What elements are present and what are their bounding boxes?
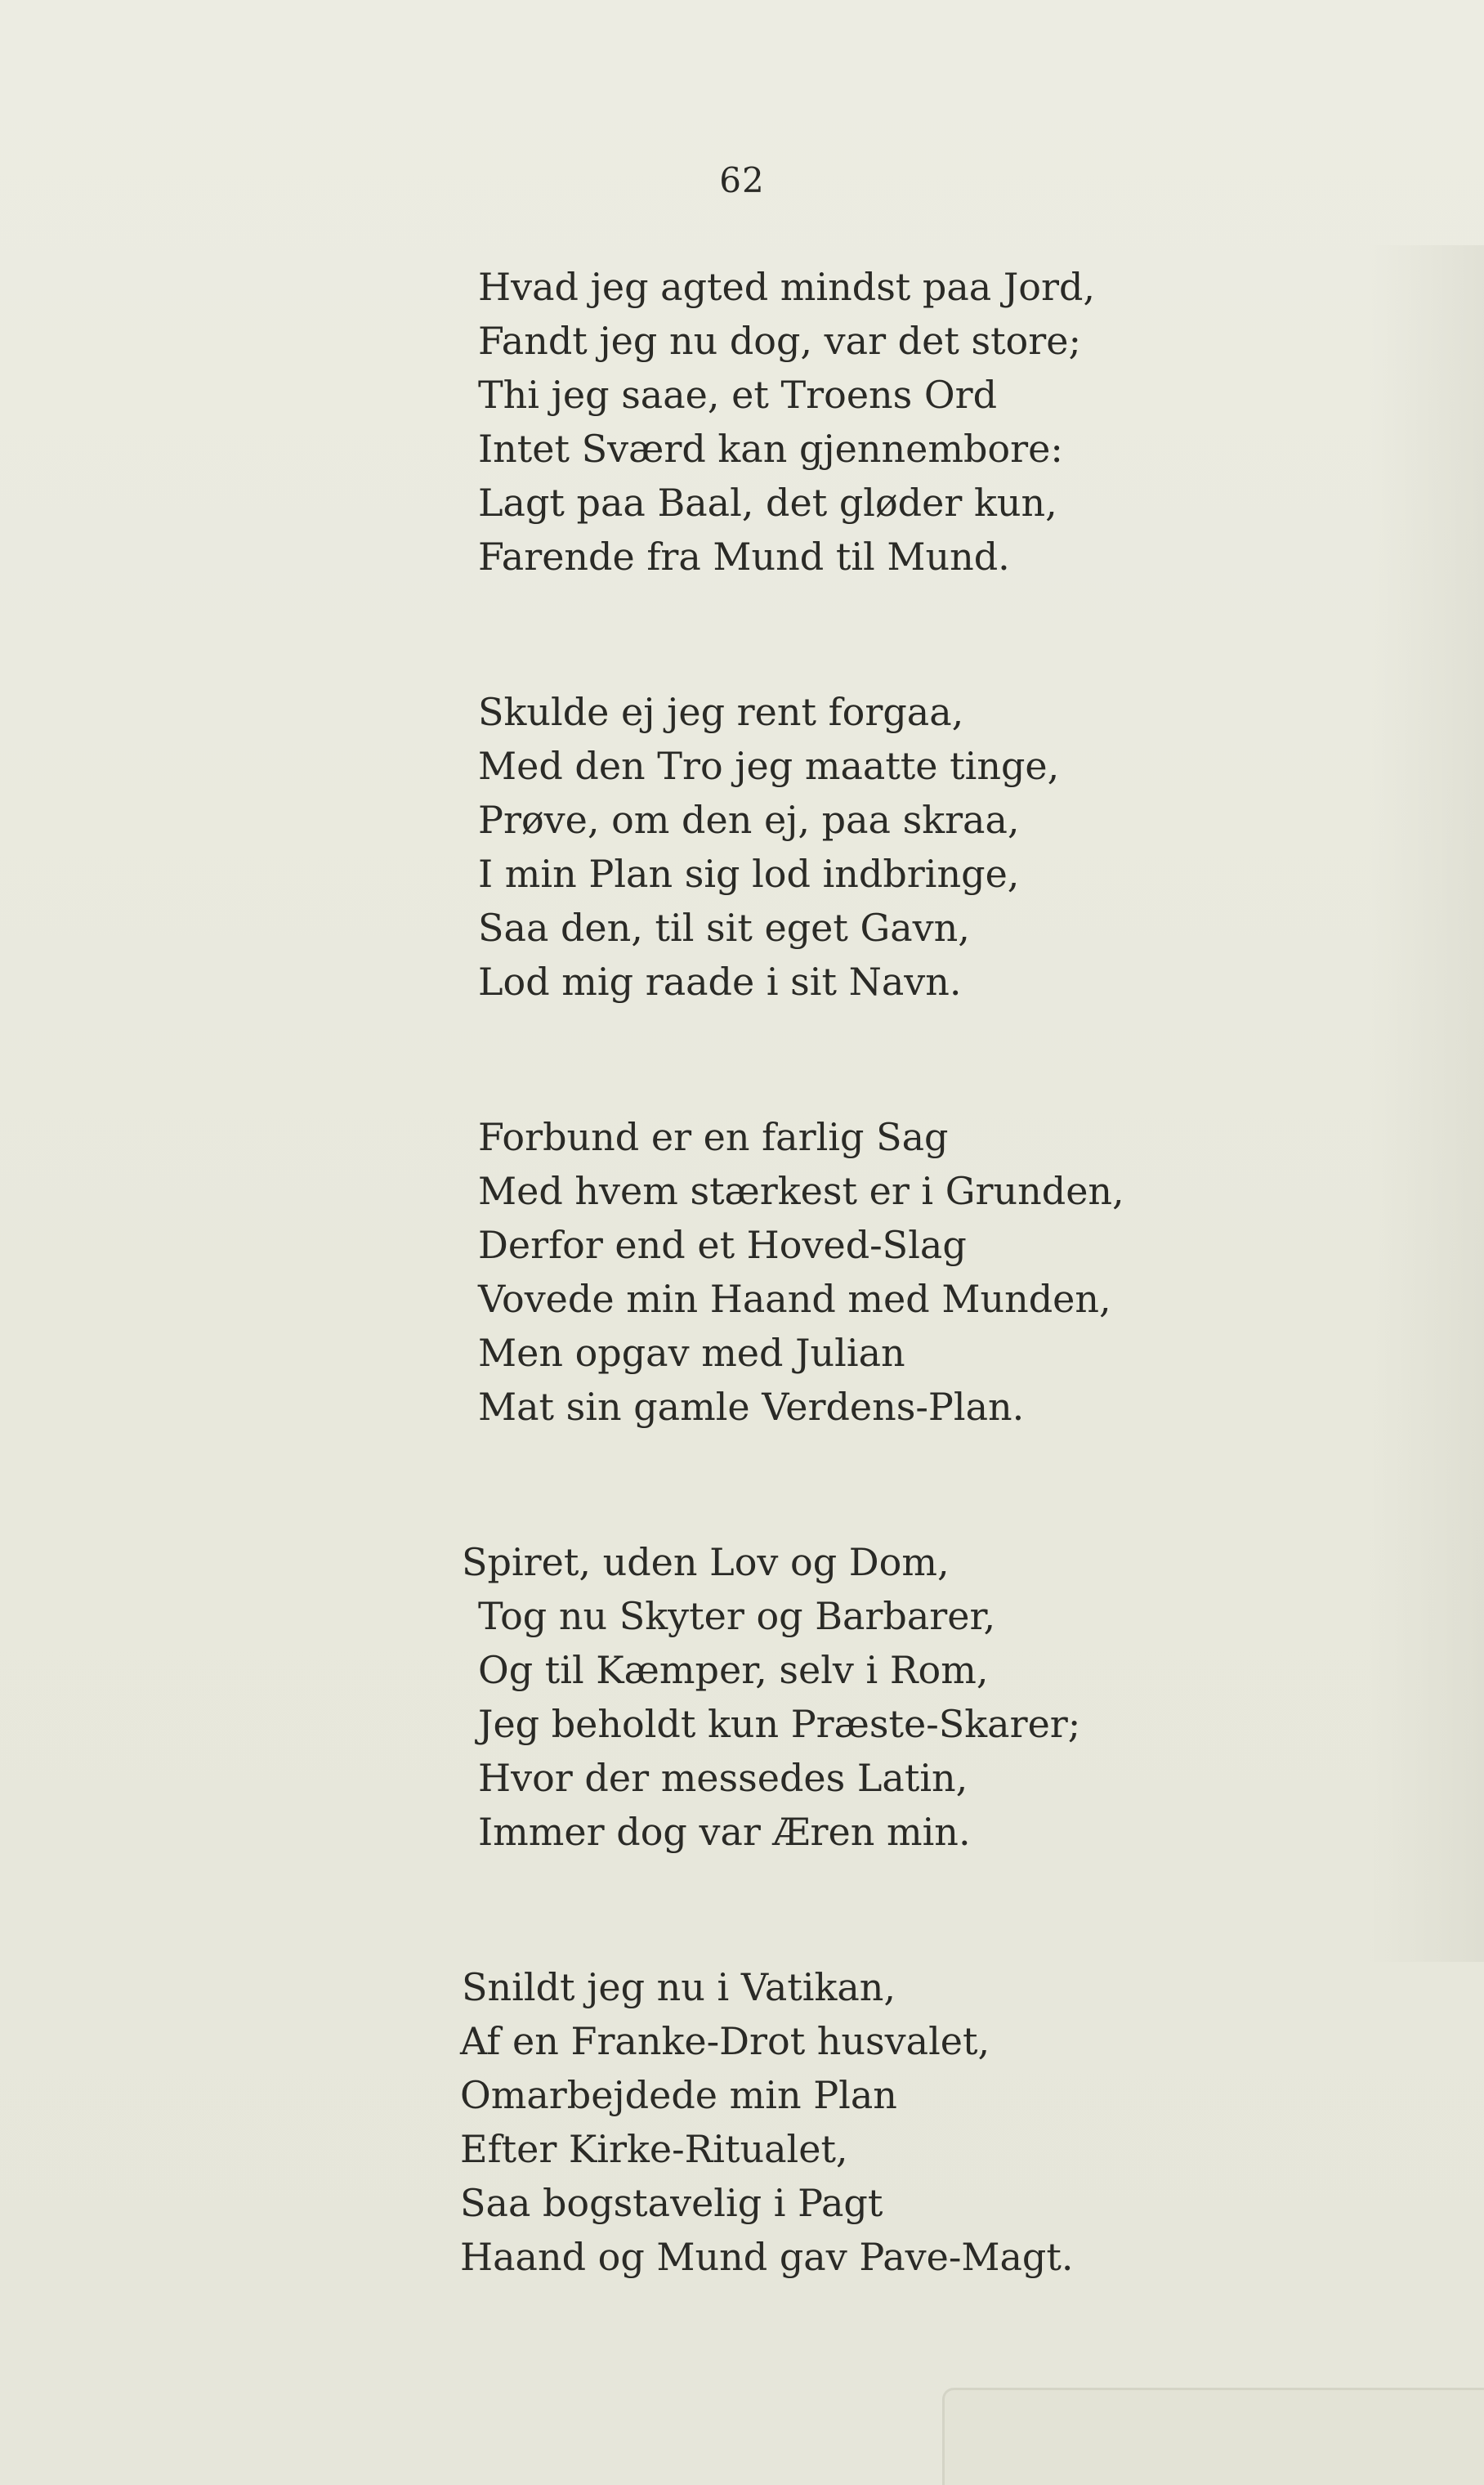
poem-line: Med den Tro jeg maatte tinge, bbox=[478, 744, 1060, 788]
poem-line: Saa den, til sit eget Gavn, bbox=[478, 906, 970, 950]
poem-line: Omarbejdede min Plan bbox=[460, 2073, 897, 2117]
poem-line: Snildt jeg nu i Vatikan, bbox=[462, 1965, 896, 2009]
stanza bbox=[478, 1110, 1214, 1434]
stanza bbox=[478, 685, 1214, 1009]
poem-line: Saa bogstavelig i Pagt bbox=[460, 2181, 883, 2225]
show-through-shadow bbox=[1370, 245, 1484, 1962]
poem-line: Farende fra Mund til Mund. bbox=[478, 535, 1010, 579]
poem-line: Men opgav med Julian bbox=[478, 1331, 905, 1375]
poem-line: Derfor end et Hoved-Slag bbox=[478, 1223, 967, 1267]
page-number: 62 bbox=[719, 160, 765, 200]
poem-line: Fandt jeg nu dog, var det store; bbox=[478, 319, 1081, 363]
poem-line: Forbund er en farlig Sag bbox=[478, 1115, 949, 1159]
poem-line: Prøve, om den ej, paa skraa, bbox=[478, 798, 1020, 842]
poem-line: Haand og Mund gav Pave-Magt. bbox=[460, 2235, 1074, 2279]
poem-line: Og til Kæmper, selv i Rom, bbox=[478, 1648, 989, 1692]
poem-line: I min Plan sig lod indbringe, bbox=[478, 852, 1020, 896]
poem-line: Jeg beholdt kun Præste-Skarer; bbox=[478, 1702, 1081, 1746]
poem-line: Intet Sværd kan gjennembore: bbox=[478, 427, 1063, 471]
stanza bbox=[478, 260, 1214, 584]
poem-line: Af en Franke-Drot husvalet, bbox=[460, 2019, 990, 2063]
poem-line: Thi jeg saae, et Troens Ord bbox=[478, 373, 998, 417]
poem-line: Hvad jeg agted mindst paa Jord, bbox=[478, 265, 1096, 309]
poem-line: Skulde ej jeg rent forgaa, bbox=[478, 690, 964, 734]
page-corner-fold bbox=[942, 2388, 1484, 2485]
poem-line: Med hvem stærkest er i Grunden, bbox=[478, 1169, 1124, 1213]
poem-line: Mat sin gamle Verdens-Plan. bbox=[478, 1385, 1025, 1429]
poem-line: Lod mig raade i sit Navn. bbox=[478, 960, 962, 1004]
poem-line: Vovede min Haand med Munden, bbox=[478, 1277, 1111, 1321]
poem-line: Spiret, uden Lov og Dom, bbox=[462, 1540, 950, 1584]
poem-line: Tog nu Skyter og Barbarer, bbox=[478, 1594, 996, 1638]
poem-line: Hvor der messedes Latin, bbox=[478, 1756, 968, 1800]
stanza bbox=[460, 1960, 1214, 2284]
poem-line: Efter Kirke-Ritualet, bbox=[460, 2127, 848, 2171]
poem-line: Immer dog var Æren min. bbox=[478, 1810, 971, 1854]
poem bbox=[460, 260, 1214, 2385]
poem-line: Lagt paa Baal, det gløder kun, bbox=[478, 481, 1057, 525]
stanza bbox=[462, 1535, 1214, 1859]
